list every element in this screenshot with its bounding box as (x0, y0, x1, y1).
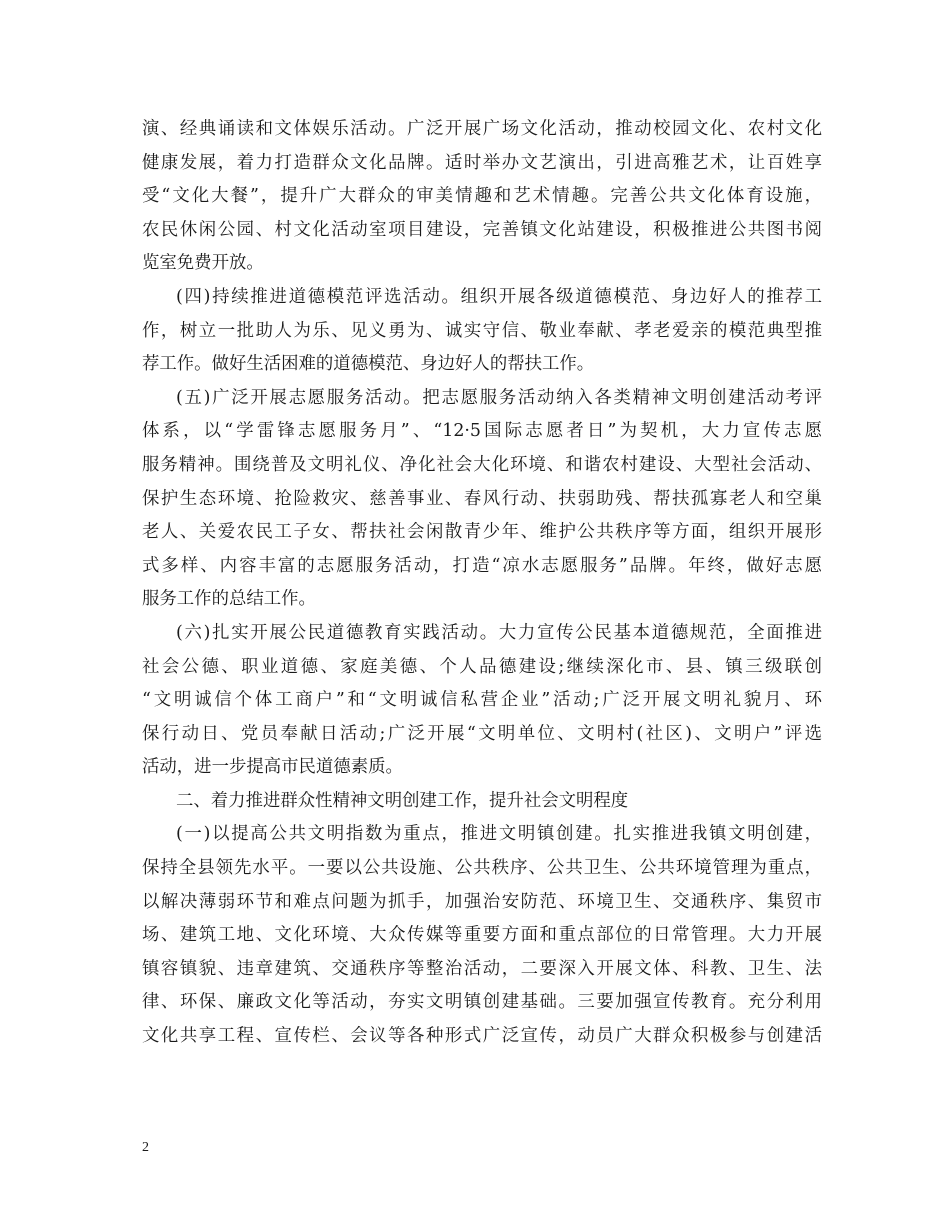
text-line: 律、环保、廉政文化等活动，夯实文明镇创建基础。三要加强宣传教育。充分利用 (142, 992, 822, 1013)
text-line: 保护生态环境、抢险救灾、慈善事业、春风行动、扶弱助残、帮扶孤寡老人和空巢 (142, 488, 822, 509)
text-line: 健康发展，着力打造群众文化品牌。适时举办文艺演出，引进高雅艺术，让百姓享 (142, 152, 822, 173)
page-number: 2 (142, 1140, 149, 1155)
text-line: 二、着力推进群众性精神文明创建工作，提升社会文明程度 (176, 790, 629, 811)
text-line: 荐工作。做好生活困难的道德模范、身边好人的帮扶工作。 (142, 354, 595, 375)
text-line: 服务精神。围绕普及文明礼仪、净化社会大化环境、和谐农村建设、大型社会活动、 (142, 454, 822, 475)
document-body (142, 113, 822, 1054)
text-line: 受“文化大餐”，提升广大群众的审美情趣和艺术情趣。完善公共文化体育设施， (142, 186, 822, 207)
text-line: 服务工作的总结工作。 (142, 589, 316, 610)
text-line: 老人、关爱农民工子女、帮扶社会闲散青少年、维护公共秩序等方面，组织开展形 (142, 522, 822, 543)
text-line: 场、建筑工地、文化环境、大众传媒等重要方面和重点部位的日常管理。大力开展 (142, 925, 822, 946)
text-line: 保持全县领先水平。一要以公共设施、公共秩序、公共卫生、公共环境管理为重点， (142, 858, 822, 879)
text-line: 文化共享工程、宣传栏、会议等各种形式广泛宣传，动员广大群众积极参与创建活 (142, 1026, 822, 1047)
text-line: (六)扎实开展公民道德教育实践活动。大力宣传公民基本道德规范，全面推进 (176, 622, 822, 643)
text-line: 览室免费开放。 (142, 253, 264, 274)
text-line: 式多样、内容丰富的志愿服务活动，打造“凉水志愿服务”品牌。年终，做好志愿 (142, 555, 822, 576)
text-line: (五)广泛开展志愿服务活动。把志愿服务活动纳入各类精神文明创建活动考评 (176, 387, 822, 408)
text-line: (一)以提高公共文明指数为重点，推进文明镇创建。扎实推进我镇文明创建， (176, 824, 822, 845)
text-line: 体系，以“学雷锋志愿服务月”、“12·5国际志愿者日”为契机，大力宣传志愿 (142, 421, 822, 442)
text-line: 农民休闲公园、村文化活动室项目建设，完善镇文化站建设，积极推进公共图书阅 (142, 219, 822, 240)
text-line: 保行动日、党员奉献日活动;广泛开展“文明单位、文明村(社区)、文明户”评选 (142, 723, 822, 744)
text-line: 社会公德、职业道德、家庭美德、个人品德建设;继续深化市、县、镇三级联创 (142, 656, 822, 677)
text-line: 镇容镇貌、违章建筑、交通秩序等整治活动，二要深入开展文体、科教、卫生、法 (142, 958, 822, 979)
text-line: “文明诚信个体工商户”和“文明诚信私营企业”活动;广泛开展文明礼貌月、环 (142, 690, 822, 711)
text-line: 演、经典诵读和文体娱乐活动。广泛开展广场文化活动，推动校园文化、农村文化 (142, 119, 822, 139)
text-line: 以解决薄弱环节和难点问题为抓手，加强治安防范、环境卫生、交通秩序、集贸市 (142, 891, 822, 912)
text-line: 作，树立一批助人为乐、见义勇为、诚实守信、敬业奉献、孝老爱亲的模范典型推 (142, 320, 822, 341)
text-line: 活动，进一步提高市民道德素质。 (142, 757, 403, 778)
text-line: (四)持续推进道德模范评选活动。组织开展各级道德模范、身边好人的推荐工 (176, 286, 822, 307)
